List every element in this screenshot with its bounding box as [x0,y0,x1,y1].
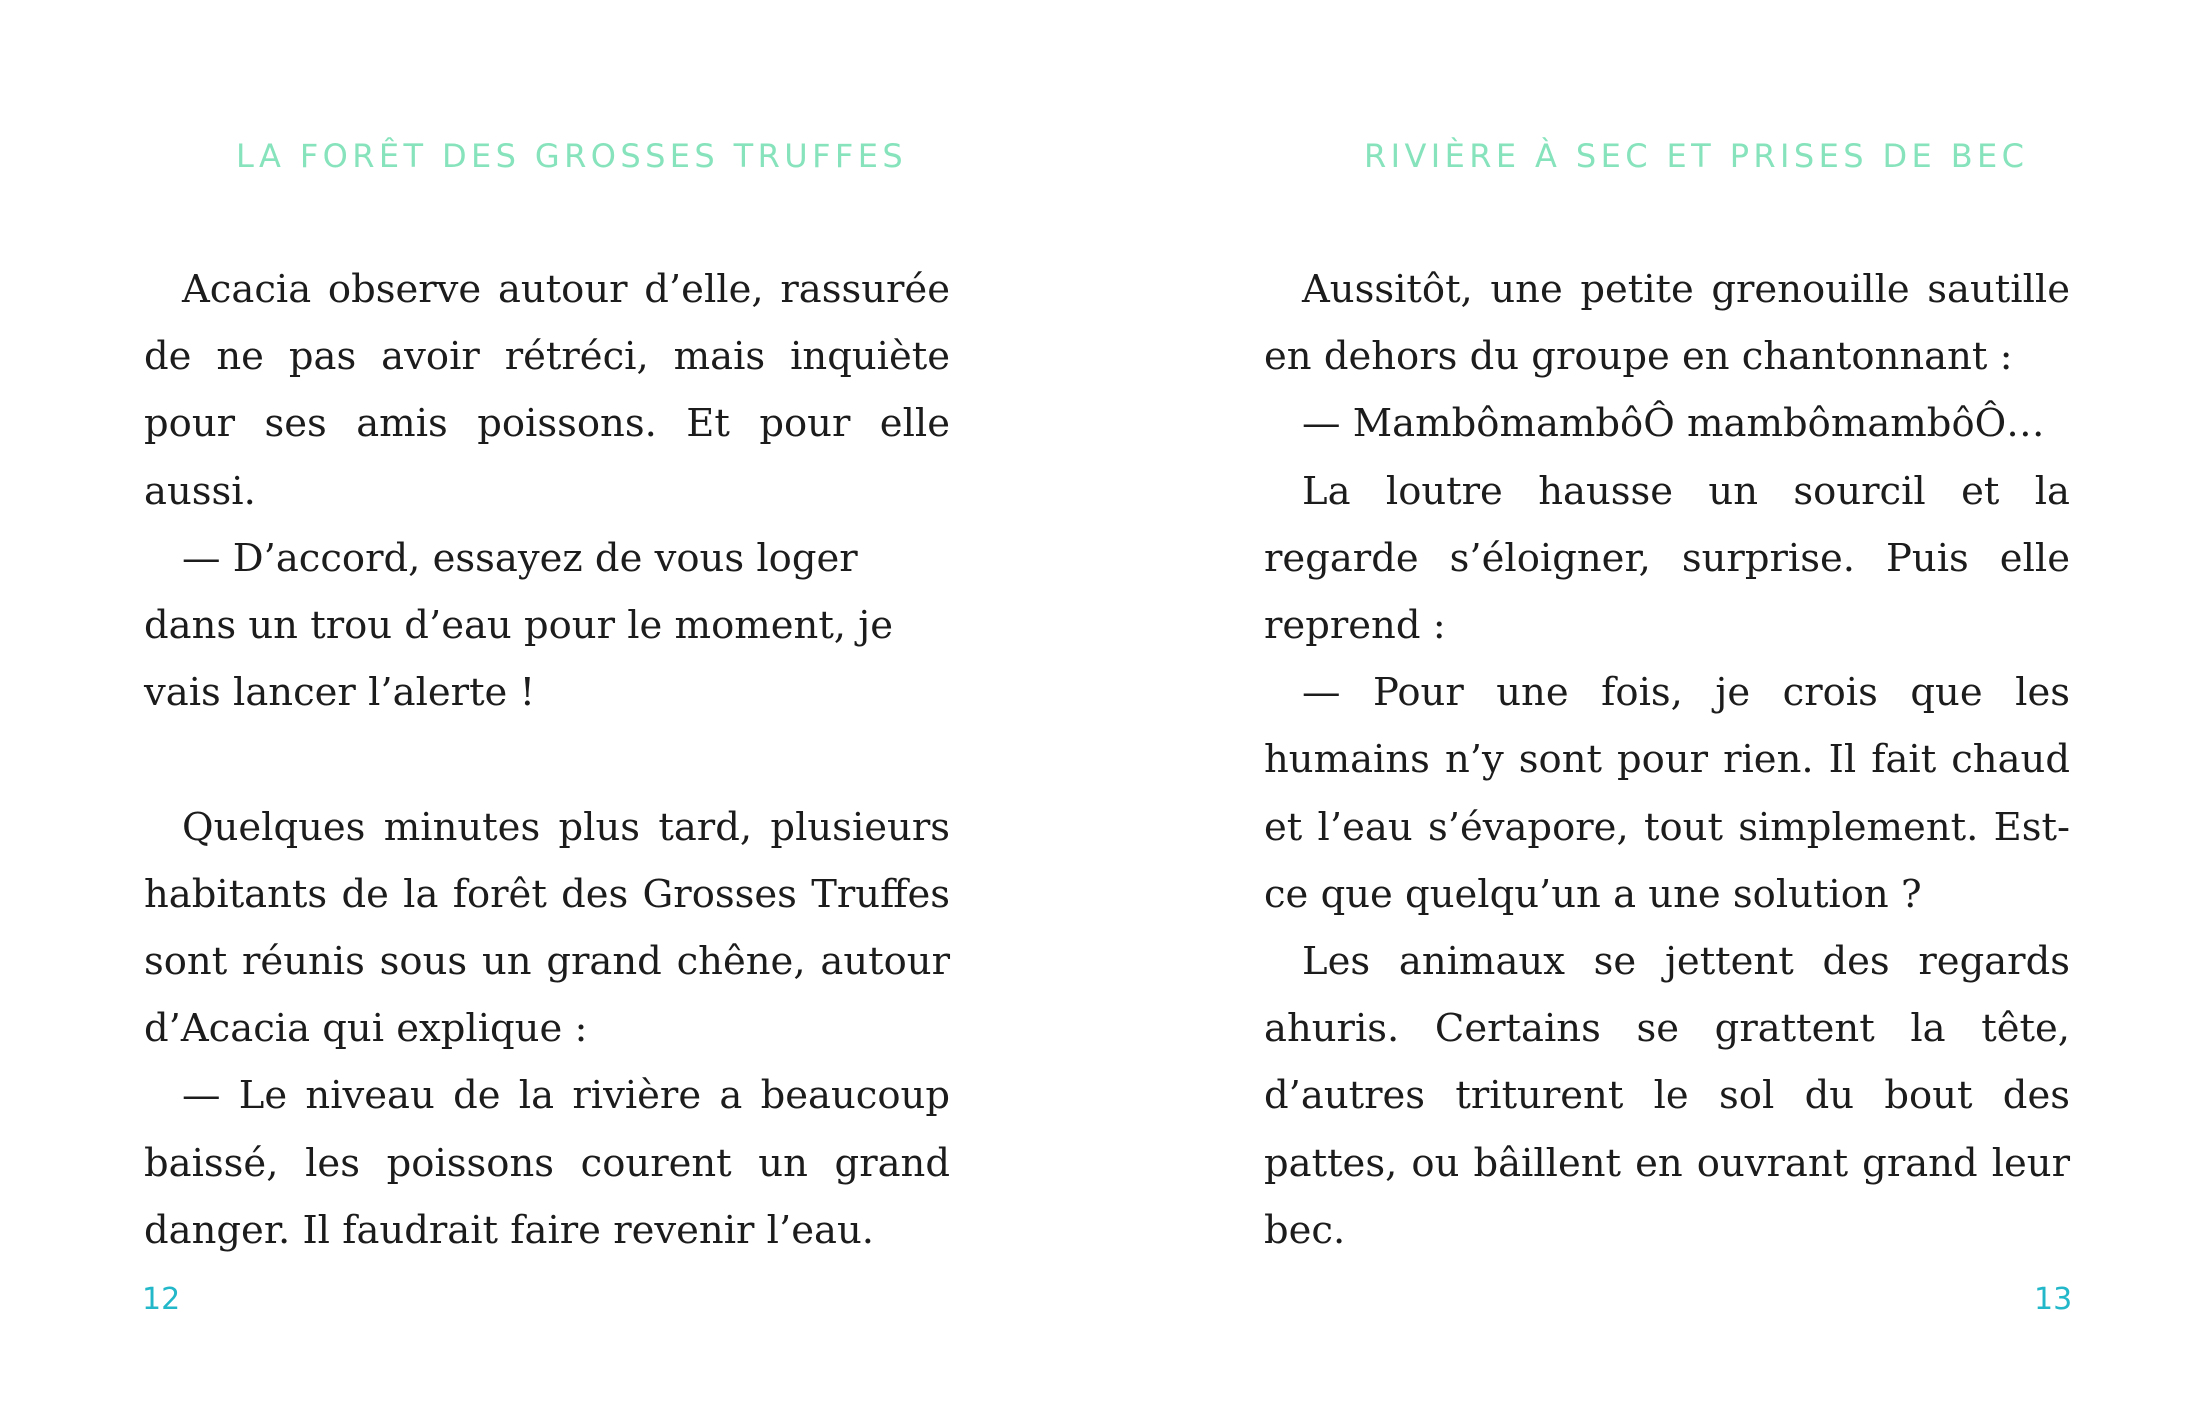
paragraph: Les animaux se jettent des regards ahuris. Certains se grattent la tête, d’autres triturent le sol du bout des pattes, ou bâillent en ouvrant grand leur bec. [1264,939,2070,1253]
paragraph: — Pour une fois, je crois que les humains n’y sont pour rien. Il fait chaud et l’eau s’évapore, tout simplement. Est-ce que quelqu’un a une solution ? [1264,670,2070,917]
running-head: LA FORÊT DES GROSSES TRUFFES [236,137,908,175]
paragraph: Acacia observe autour d’elle, rassurée de ne pas avoir rétréci, mais inquiète pour ses amis poissons. Et pour elle aussi. [144,267,950,514]
running-head: RIVIÈRE À SEC ET PRISES DE BEC [1364,137,2029,175]
right-page [1102,0,2205,1418]
paragraph: La loutre hausse un sourcil et la regarde s’éloigner, surprise. Puis elle reprend : [1264,468,2070,649]
body-text [144,256,950,1264]
paragraph: Quelques minutes plus tard, plusieurs habitants de la forêt des Grosses Truffes sont réunis sous un grand chêne, autour d’Acacia qui explique : [144,804,950,1052]
paragraph: — MambômambôÔ mambômambôÔ… [1302,401,2045,447]
page-number: 12 [142,1282,181,1317]
section-break [144,726,950,793]
left-page [0,0,1102,1418]
body-text [1264,256,2070,1264]
page-number: 13 [2034,1282,2073,1317]
paragraph: Aussitôt, une petite grenouille sautille en dehors du groupe en chantonnant : [1264,267,2070,380]
paragraph: — D’accord, essayez de vous loger dans un trou d’eau pour le moment, je vais lancer l’alerte ! [144,535,894,716]
paragraph: — Le niveau de la rivière a beaucoup baissé, les poissons courent un grand danger. Il faudrait faire revenir l’eau. [144,1073,950,1253]
